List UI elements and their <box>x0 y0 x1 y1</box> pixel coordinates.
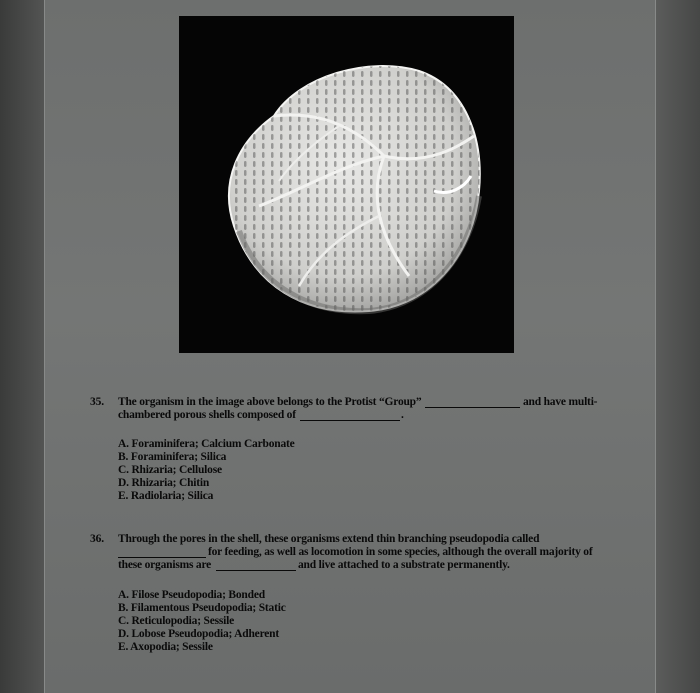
question-36-option-c: C. Reticulopodia; Sessile <box>118 615 235 627</box>
question-35-option-e: E. Radiolaria; Silica <box>118 490 214 502</box>
question-36-blank-1 <box>118 557 206 558</box>
question-36-option-e: E. Axopodia; Sessile <box>118 641 213 653</box>
screen-bezel-left <box>0 0 44 693</box>
question-35-blank-2 <box>300 420 400 421</box>
foraminifera-shell-icon <box>179 16 514 353</box>
question-36-option-a: A. Filose Pseudopodia; Bonded <box>118 589 265 601</box>
question-36-text-line3: these organisms are <box>118 559 212 571</box>
question-35-period: . <box>401 409 404 421</box>
question-36-text-line3-end: and live attached to a substrate permanently. <box>298 559 510 571</box>
question-35-text-line2: chambered porous shells composed of <box>118 409 296 421</box>
question-35-option-a: A. Foraminifera; Calcium Carbonate <box>118 438 295 450</box>
question-35-blank-1 <box>425 407 520 408</box>
question-35-number: 35. <box>90 396 105 408</box>
question-36-option-d: D. Lobose Pseudopodia; Adherent <box>118 628 280 640</box>
question-35-option-c: C. Rhizaria; Cellulose <box>118 464 222 476</box>
question-36-option-b: B. Filamentous Pseudopodia; Static <box>118 602 286 614</box>
question-36-text-line1: Through the pores in the shell, these organisms extend thin branching pseudopodia called <box>118 533 540 545</box>
question-35-text-line1: The organism in the image above belongs to the Protist “Group” <box>118 396 422 408</box>
question-36-number: 36. <box>90 533 105 545</box>
question-36-blank-2 <box>216 570 296 571</box>
screen-bezel-right <box>654 0 700 693</box>
question-35-text-line1-end: and have multi- <box>523 396 598 408</box>
question-36-text-line2: for feeding, as well as locomotion in some species, although the overall majority of <box>208 546 593 558</box>
question-35-option-d: D. Rhizaria; Chitin <box>118 477 210 489</box>
question-35-option-b: B. Foraminifera; Silica <box>118 451 227 463</box>
